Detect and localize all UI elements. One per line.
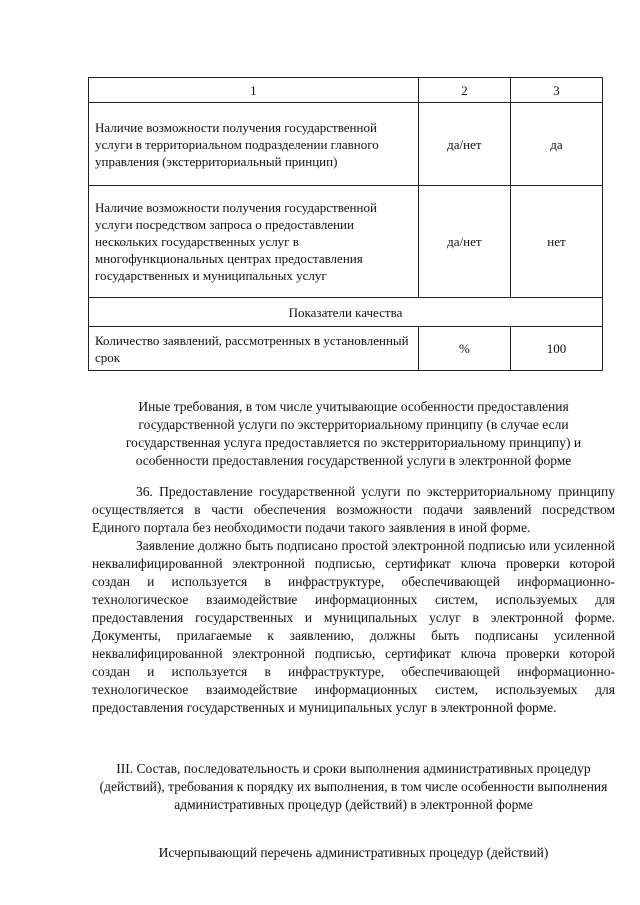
paragraph-36: 36. Предоставление государственной услуги по экстерриториальному принципу осуществляется в части обеспечения возможности подачи заявлений посредством Единого портала без необходимости подачи такого заявления в иной форме. [92,484,615,535]
value-cell: да [510,103,602,186]
section-heading: III. Состав, последовательность и сроки выполнения административных процедур (действий), требования к порядку их выполнения, в том числе особенности выполнения административных процедур (действий) в электронной форме [99,761,608,812]
subheading: Исчерпывающий перечень административных процедур (действий) [158,845,549,860]
section-label-cell: Показатели качества [89,298,603,327]
indicator-cell: Количество заявлений, рассмотренных в установленный срок [89,327,419,371]
table-row [89,327,603,371]
body-paragraphs [92,483,615,717]
indicator-cell: Наличие возможности получения государственной услуги в территориальном подразделении главного управления (экстерриториальный принцип) [89,103,419,186]
indicators-table [88,77,603,371]
value-cell: 100 [510,327,602,371]
table-row [89,103,603,186]
unit-cell: да/нет [418,103,510,186]
other-requirements-heading: Иные требования, в том числе учитывающие особенности предоставления государственной услуги по экстерриториальному принципу (в случае если государственная услуга предоставляется по экстерриториальному принципу) и особенности предоставления государственной услуги в электронной форме [125,399,582,468]
table-header-row [89,78,603,103]
paragraph-signature: Заявление должно быть подписано простой электронной подписью или усиленной неквалифицированной электронной подписью, сертификат ключа проверки которой создан и используется в инфраструктуре, обеспечивающей информационно-технологическое взаимодействие информационных систем, используемых для предоставления государственных и муниципальных услуг в электронной форме. Документы, прилагаемые к заявлению, должны быть подписаны усиленной неквалифицированной электронной подписью, сертификат ключа проверки которой создан и используется в инфраструктуре, обеспечивающей информационно-технологическое взаимодействие информационных систем, используемых для предоставления государственных и муниципальных услуг в электронной форме. [92,538,615,715]
section-label-row [89,298,603,327]
table-header-cell: 3 [510,78,602,103]
table-row [89,186,603,298]
unit-cell: % [418,327,510,371]
indicator-cell: Наличие возможности получения государственной услуги посредством запроса о предоставлении нескольких государственных услуг в многофункциональных центрах предоставления государственных и муниципальных услуг [89,186,419,298]
table-header-cell: 2 [418,78,510,103]
value-cell: нет [510,186,602,298]
table-header-cell: 1 [89,78,419,103]
unit-cell: да/нет [418,186,510,298]
